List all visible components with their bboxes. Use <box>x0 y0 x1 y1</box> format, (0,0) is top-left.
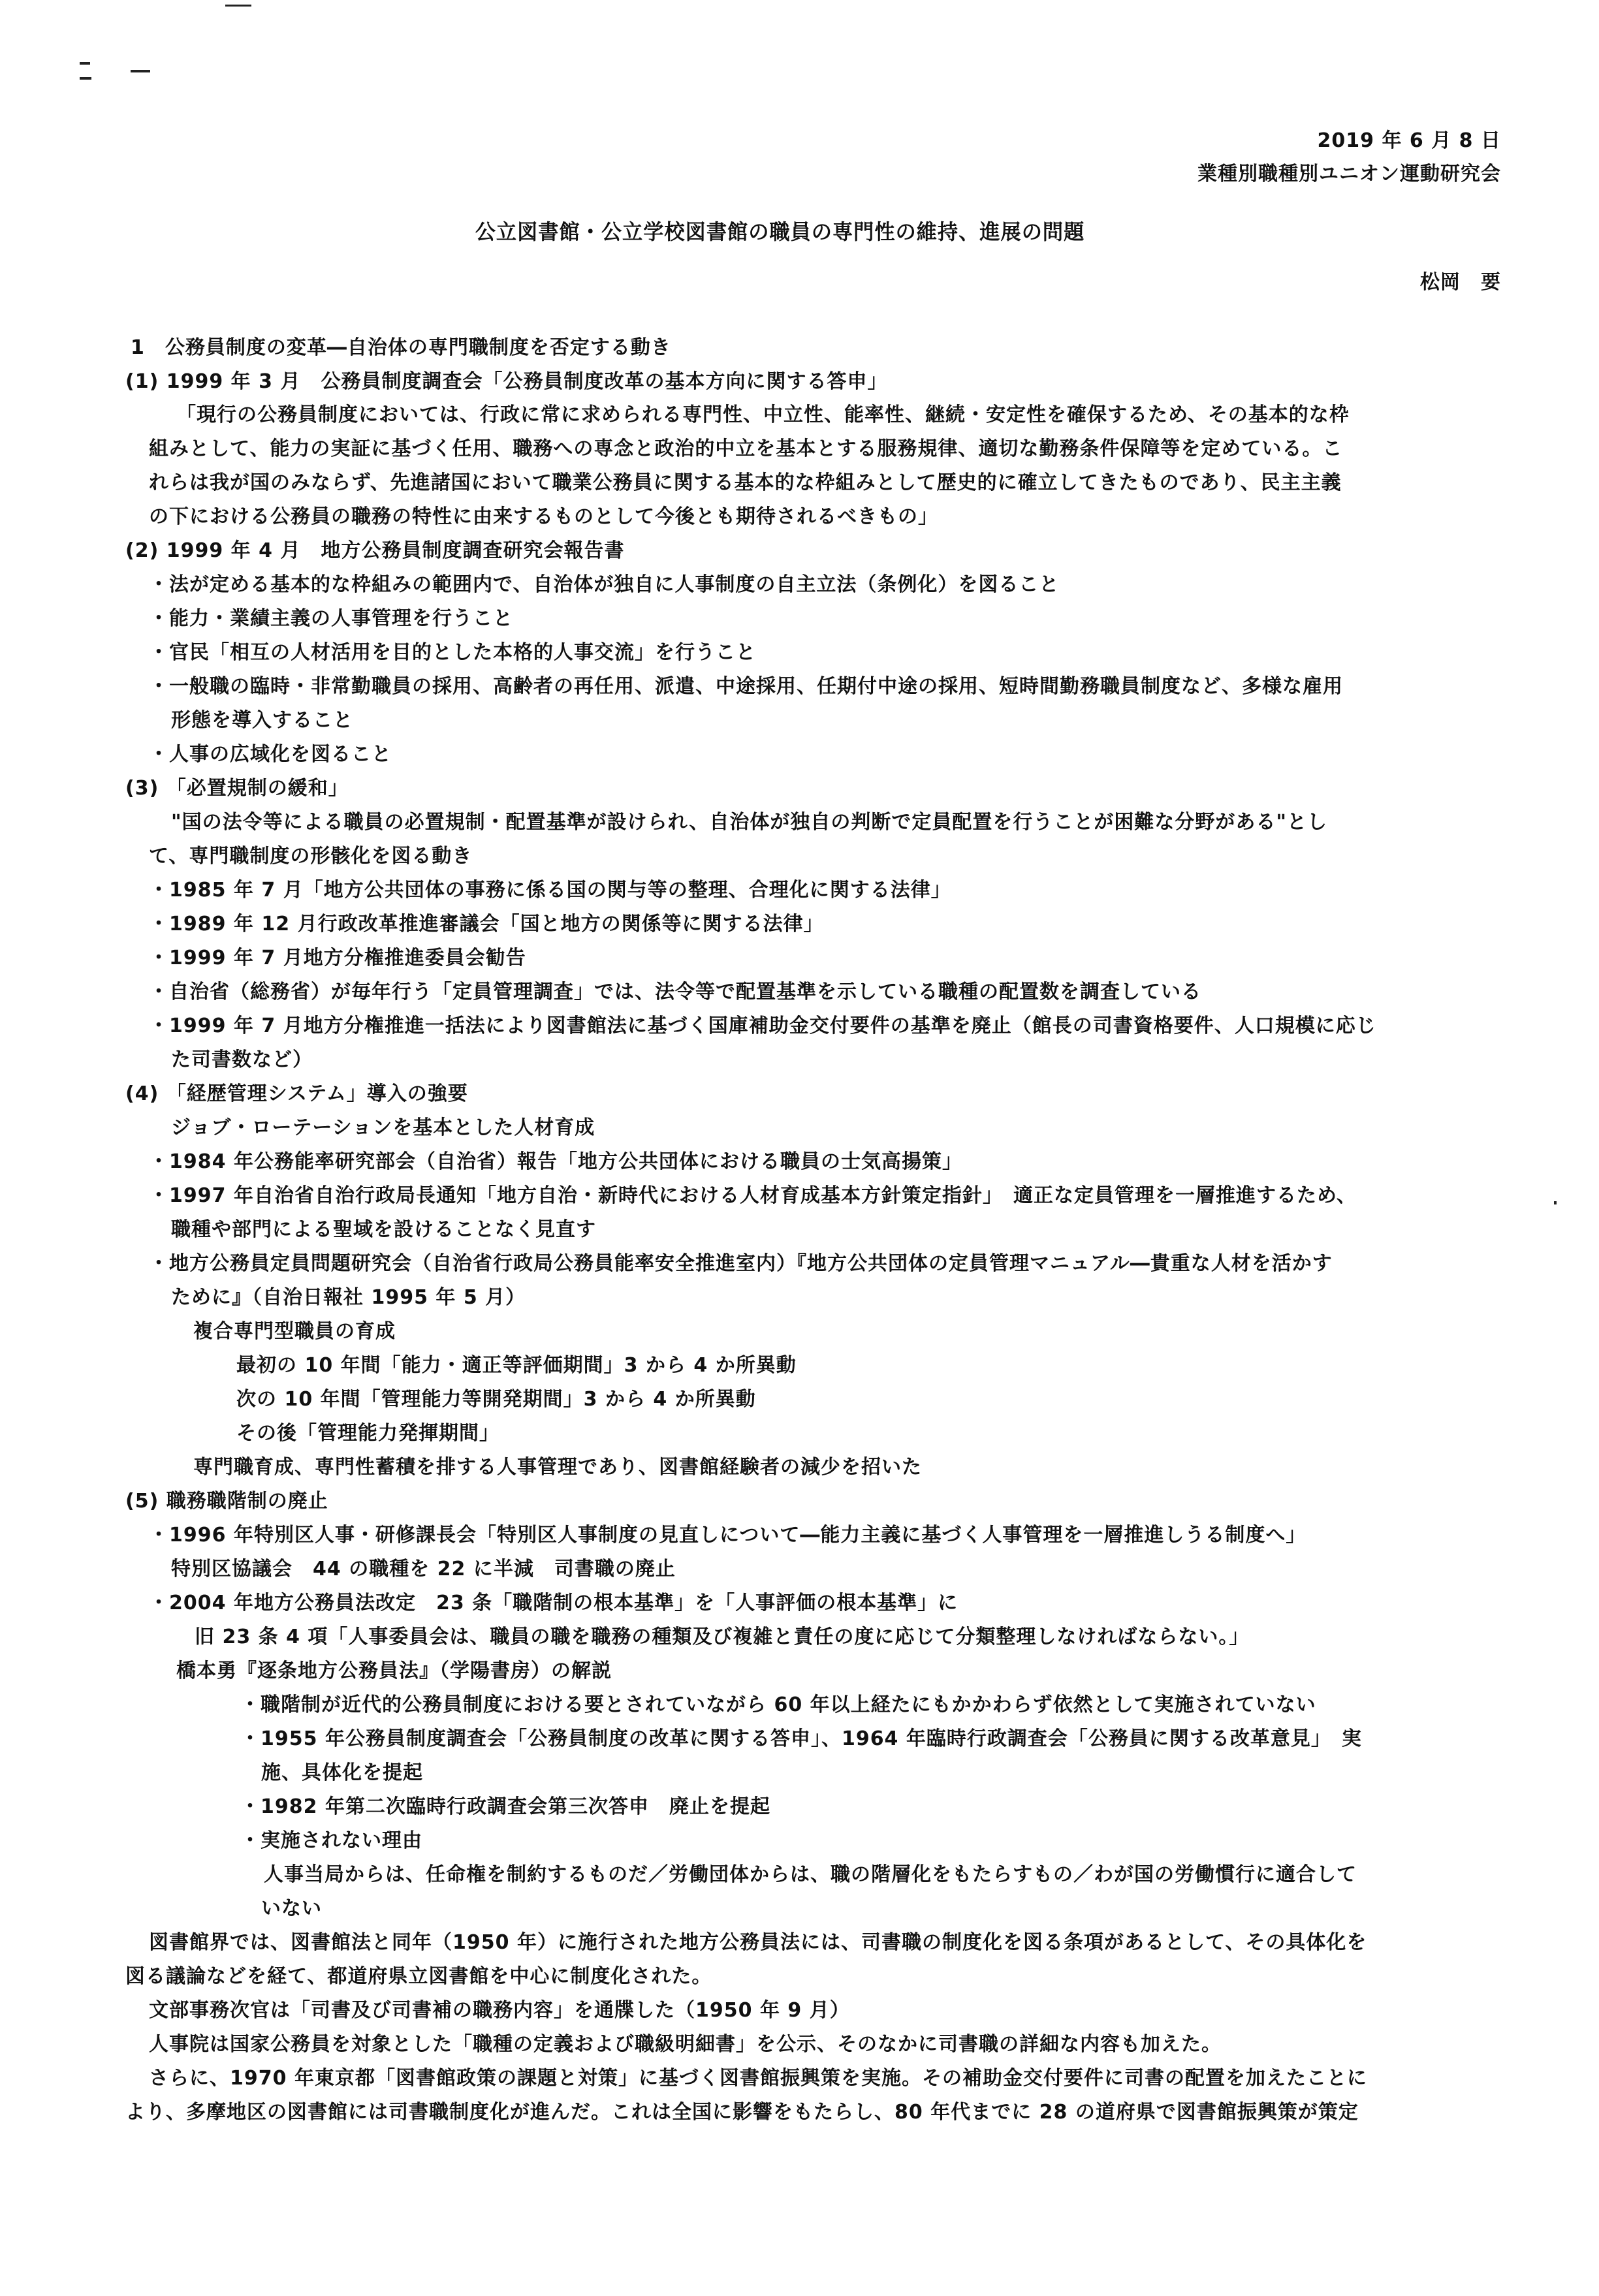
bullet-item: ・一般職の臨時・非常勤職員の採用、高齢者の再任用、派遣、中途採用、任期付中途の採用、短時間勤務職員制度など、多様な雇用 <box>149 675 1343 698</box>
paragraph-line: 文部事務次官は「司書及び司書補の職務内容」を通牒した（1950 年 9 月） <box>149 1999 850 2022</box>
paragraph-line: 人事当局からは、任命権を制約するものだ／労働団体からは、職の階層化をもたらすもの／わが国の労働慣行に適合して <box>264 1863 1357 1886</box>
paragraph-line: より、多摩地区の図書館には司書職制度化が進んだ。これは全国に影響をもたらし、80 年代までに 28 の道府県で図書館振興策が策定 <box>125 2101 1359 2124</box>
bullet-item: ・実施されない理由 <box>240 1829 422 1852</box>
quote-line: の下における公務員の職務の特性に由来するものとして今後とも期待されるべきもの」 <box>149 505 938 528</box>
bullet-item: ・職階制が近代的公務員制度における要とされていながら 60 年以上経たにもかかわらず依然として実施されていない <box>240 1693 1316 1716</box>
paragraph-line: 旧 23 条 4 項「人事委員会は、職員の職を職務の種類及び複雑と責任の度に応じて分類整理しなければならない。」 <box>195 1626 1250 1648</box>
subsection-heading: (2) 1999 年 4 月 地方公務員制度調査研究会報告書 <box>125 539 625 562</box>
paragraph-line: その後「管理能力発揮期間」 <box>236 1422 499 1445</box>
bullet-item: ・1984 年公務能率研究部会（自治省）報告「地方公共団体における職員の士気高揚策」 <box>149 1150 962 1173</box>
speck-mark <box>225 5 251 7</box>
bullet-continuation: 職種や部門による聖域を設けることなく見直す <box>171 1218 596 1241</box>
quote-line: 「現行の公務員制度においては、行政に常に求められる専門性、中立性、能率性、継続・安定性を確保するため、その基本的な枠 <box>176 403 1350 426</box>
bullet-continuation: ために』（自治日報社 1995 年 5 月） <box>171 1286 526 1309</box>
quote-line: れらは我が国のみならず、先進諸国において職業公務員に関する基本的な枠組みとして歴史的に確立してきたものであり、民主主義 <box>149 471 1342 494</box>
document-date: 2019 年 6 月 8 日 <box>1317 129 1501 152</box>
paragraph-line: 複合専門型職員の育成 <box>193 1320 396 1343</box>
subsection-heading: (4) 「経歴管理システム」導入の強要 <box>125 1082 468 1105</box>
bullet-item: ・能力・業績主義の人事管理を行うこと <box>149 607 513 630</box>
subsection-heading: (5) 職務職階制の廃止 <box>125 1490 328 1513</box>
bullet-item: ・官民「相互の人材活用を目的とした本格的人事交流」を行うこと <box>149 641 756 664</box>
paragraph-line: 橋本勇『逐条地方公務員法』（学陽書房）の解説 <box>176 1659 612 1682</box>
bullet-item: ・自治省（総務省）が毎年行う「定員管理調査」では、法令等で配置基準を示している職種の配置数を調査している <box>149 981 1201 1003</box>
paragraph-line: て、専門職制度の形骸化を図る動き <box>149 845 473 868</box>
bullet-item: ・地方公務員定員問題研究会（自治省行政局公務員能率安全推進室内）『地方公共団体の定員管理マニュアル―貴重な人材を活かす <box>149 1252 1333 1275</box>
subsection-heading: (1) 1999 年 3 月 公務員制度調査会「公務員制度改革の基本方向に関する答申」 <box>125 370 888 393</box>
bullet-item: ・1996 年特別区人事・研修課長会「特別区人事制度の見直しについて―能力主義に基づく人事管理を一層推進しうる制度へ」 <box>149 1524 1306 1547</box>
bullet-item: ・1999 年 7 月地方分権推進一括法により図書館法に基づく国庫補助金交付要件の基準を廃止（館長の司書資格要件、人口規模に応じ <box>149 1014 1376 1037</box>
paragraph-line: 特別区協議会 44 の職種を 22 に半減 司書職の廃止 <box>171 1558 676 1580</box>
bullet-continuation: た司書数など） <box>171 1048 313 1071</box>
document-title: 公立図書館・公立学校図書館の職員の専門性の維持、進展の問題 <box>475 219 1085 244</box>
bullet-continuation: 施、具体化を提起 <box>261 1761 423 1784</box>
bullet-continuation: 形態を導入すること <box>171 709 353 732</box>
paragraph-line: いない <box>261 1897 322 1920</box>
bullet-item: ・1999 年 7 月地方分権推進委員会勧告 <box>149 947 526 969</box>
bullet-item: ・人事の広域化を図ること <box>149 743 392 766</box>
bullet-item: ・1982 年第二次臨時行政調査会第三次答申 廃止を提起 <box>240 1795 770 1818</box>
paragraph-line: 専門職育成、専門性蓄積を排する人事管理であり、図書館経験者の減少を招いた <box>193 1456 922 1479</box>
paragraph-line: 最初の 10 年間「能力・適正等評価期間」3 から 4 か所異動 <box>236 1354 797 1377</box>
speck-mark <box>80 77 91 80</box>
paragraph-line: 人事院は国家公務員を対象とした「職種の定義および職級明細書」を公示、そのなかに司書職の詳細な内容も加えた。 <box>149 2033 1222 2056</box>
speck-mark <box>1554 1201 1557 1204</box>
author-name: 松岡 要 <box>1420 271 1501 294</box>
bullet-item: ・2004 年地方公務員法改定 23 条「職階制の根本基準」を「人事評価の根本基準」に <box>149 1592 958 1614</box>
speck-mark <box>131 70 150 72</box>
paragraph-line: ジョブ・ローテーションを基本とした人材育成 <box>171 1116 595 1139</box>
bullet-item: ・1989 年 12 月行政改革推進審議会「国と地方の関係等に関する法律」 <box>149 913 824 936</box>
paragraph-line: 次の 10 年間「管理能力等開発期間」3 から 4 か所異動 <box>236 1388 756 1411</box>
bullet-item: ・1955 年公務員制度調査会「公務員制度の改革に関する答申」、1964 年臨時行政調査会「公務員に関する改革意見」 実 <box>240 1727 1362 1750</box>
section-heading: 1 公務員制度の変革―自治体の専門職制度を否定する動き <box>131 336 671 359</box>
subsection-heading: (3) 「必置規制の緩和」 <box>125 777 349 800</box>
paragraph-line: さらに、1970 年東京都「図書館政策の課題と対策」に基づく図書館振興策を実施。その補助金交付要件に司書の配置を加えたことに <box>149 2067 1367 2090</box>
paragraph-line: 図書館界では、図書館法と同年（1950 年）に施行された地方公務員法には、司書職の制度化を図る条項があるとして、その具体化を <box>149 1931 1367 1954</box>
speck-mark <box>80 62 90 65</box>
paragraph-line: 図る議論などを経て、都道府県立図書館を中心に制度化された。 <box>125 1965 712 1988</box>
organization-name: 業種別職種別ユニオン運動研究会 <box>1197 163 1501 185</box>
bullet-item: ・法が定める基本的な枠組みの範囲内で、自治体が独自に人事制度の自主立法（条例化）を図ること <box>149 573 1060 596</box>
paragraph-line: "国の法令等による職員の必置規制・配置基準が設けられ、自治体が独自の判断で定員配置を行うことが困難な分野がある"とし <box>171 811 1328 834</box>
bullet-item: ・1997 年自治省自治行政局長通知「地方自治・新時代における人材育成基本方針策定指針」 適正な定員管理を一層推進するため、 <box>149 1184 1357 1207</box>
quote-line: 組みとして、能力の実証に基づく任用、職務への専念と政治的中立を基本とする服務規律、適切な勤務条件保障等を定めている。こ <box>149 437 1343 460</box>
bullet-item: ・1985 年 7 月「地方公共団体の事務に係る国の関与等の整理、合理化に関する法律」 <box>149 879 951 902</box>
